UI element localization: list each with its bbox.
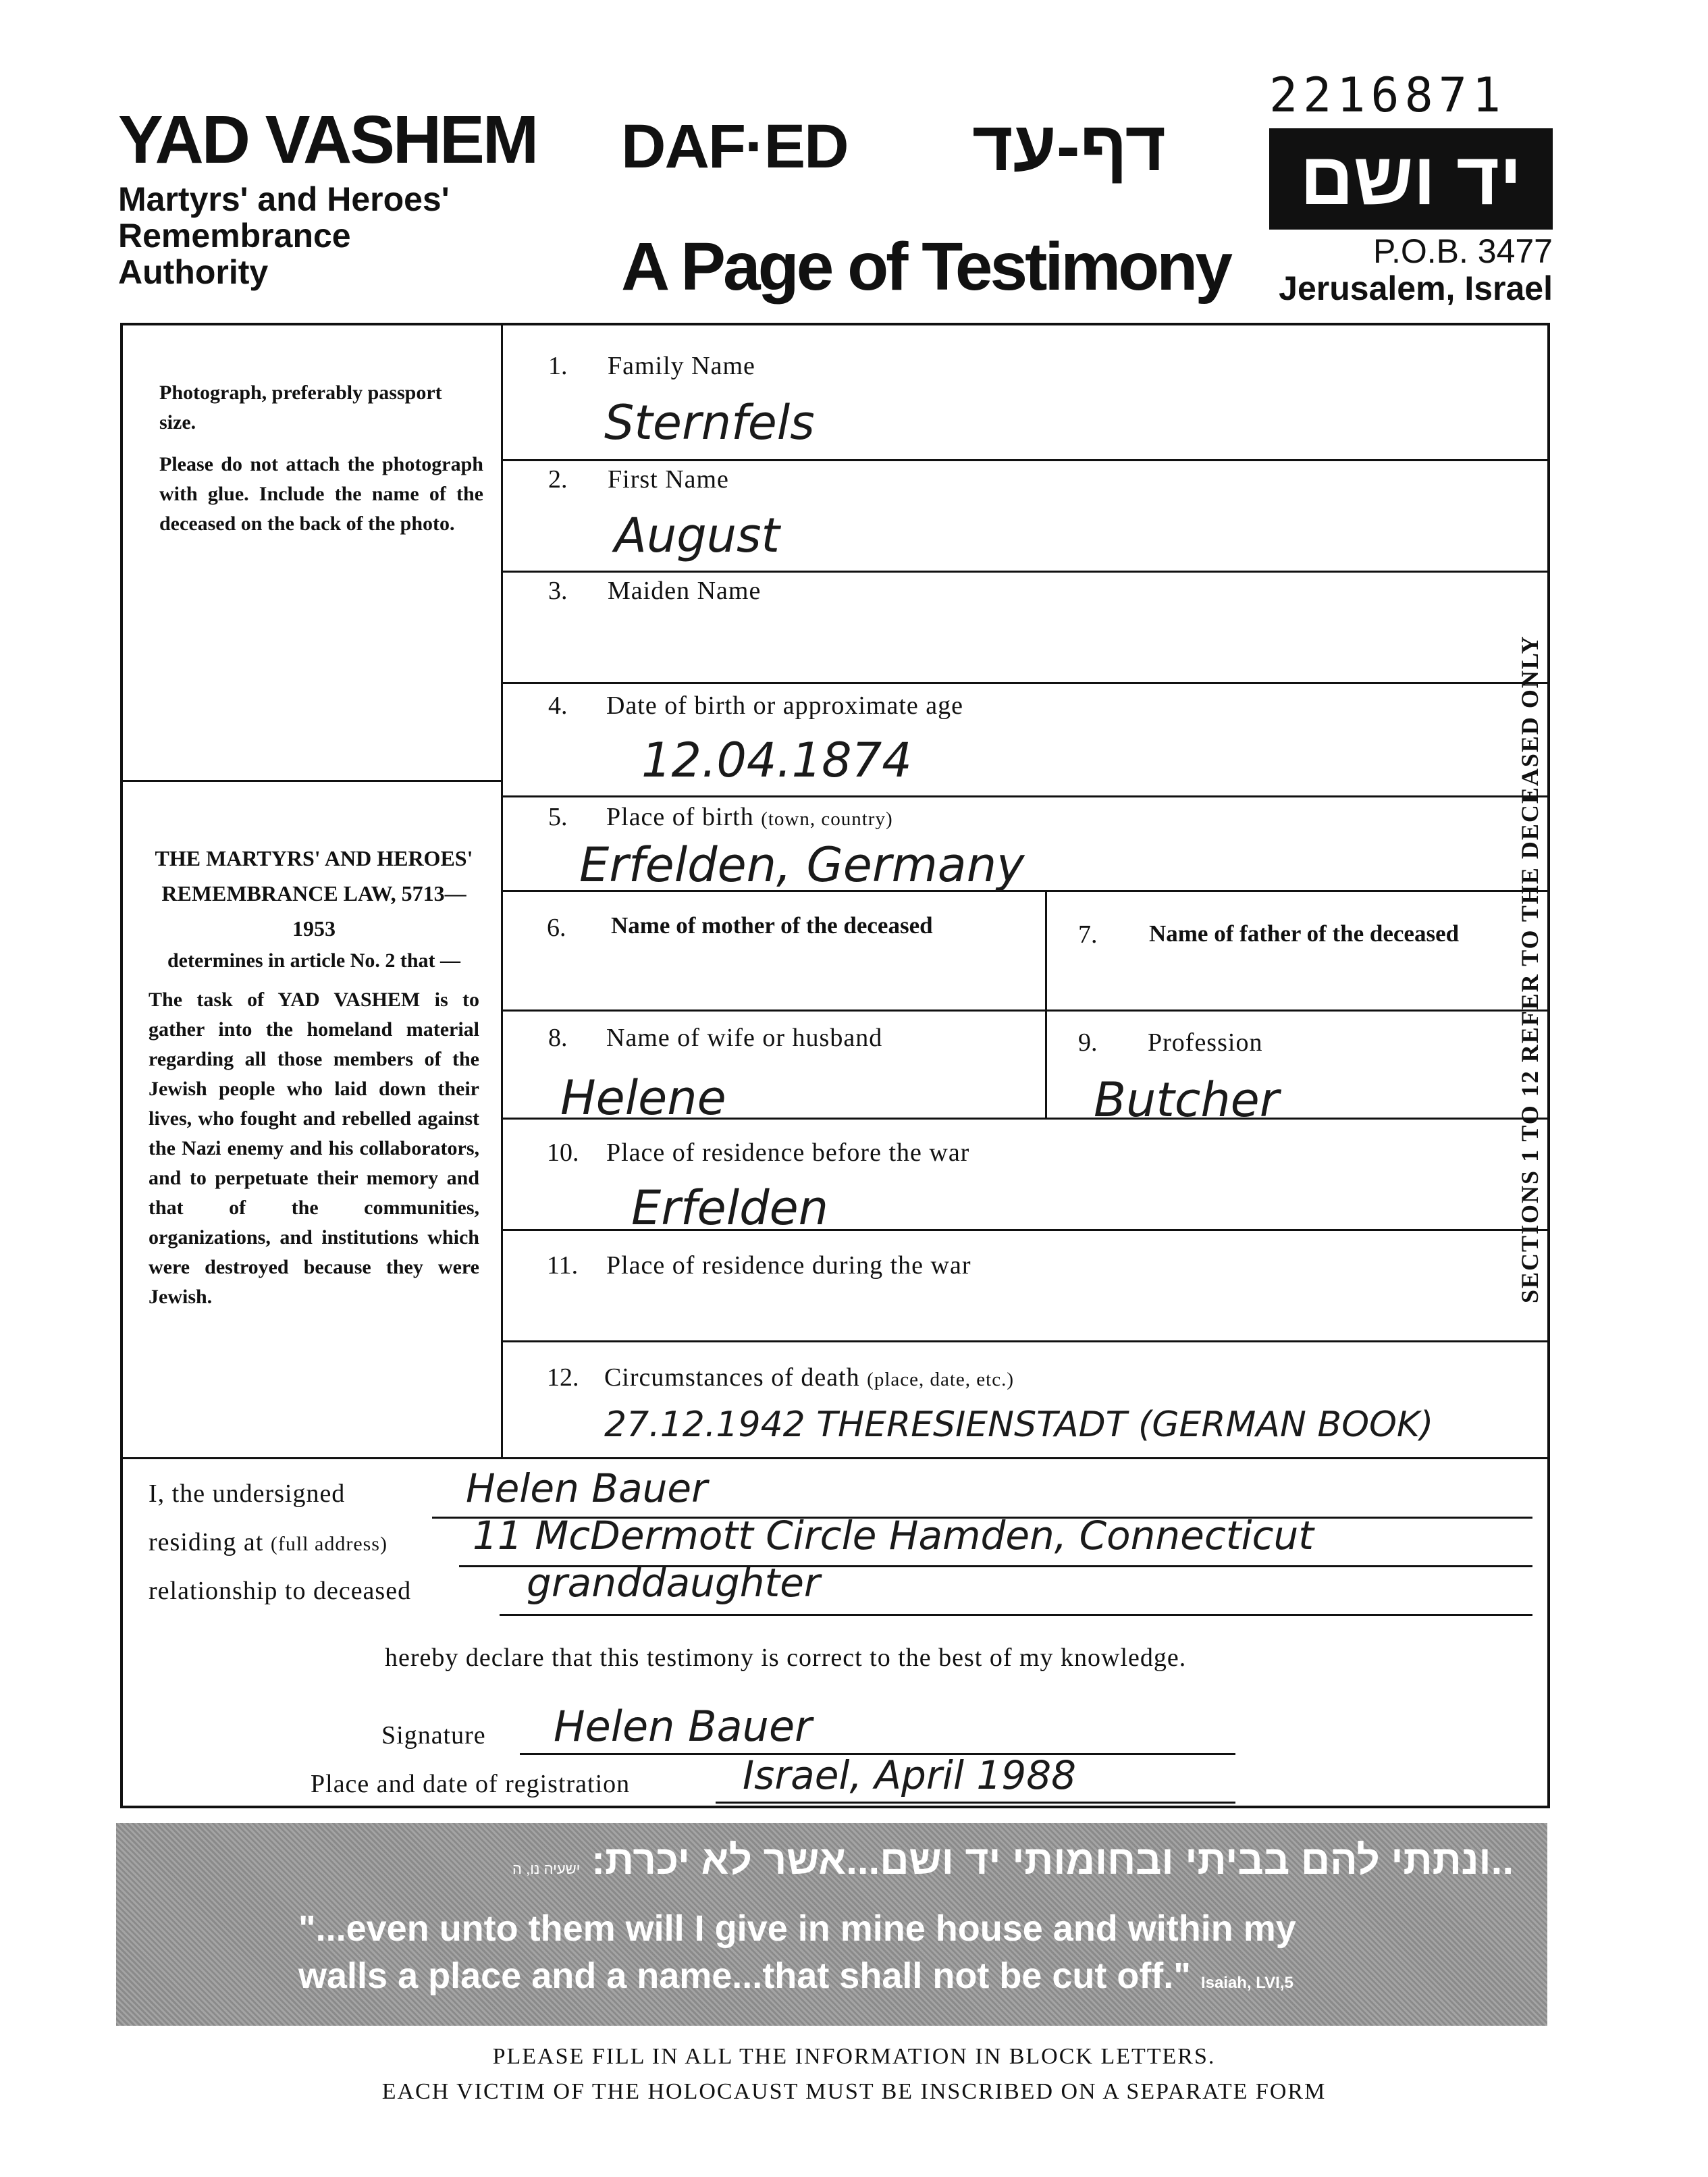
photo-instructions — [159, 378, 483, 539]
daf-ed-hebrew-title: דף-עד — [972, 107, 1167, 186]
split-line-6-7 — [1045, 890, 1047, 1009]
field-1-label: Family Name — [608, 352, 755, 380]
quote-english-line-1: "...even unto them will I give in mine house and within my — [298, 1908, 1296, 1949]
field-6-label: Name of mother of the deceased — [611, 912, 933, 939]
quote-english-reference: Isaiah, LVI,5 — [1200, 1974, 1293, 1992]
field-5-label — [606, 802, 893, 832]
field-10-value[interactable]: Erfelden — [631, 1180, 829, 1236]
form-number: 2216871 — [1269, 68, 1507, 123]
field-9-label: Profession — [1148, 1028, 1263, 1057]
law-block — [149, 841, 479, 1312]
row-line-4 — [503, 795, 1550, 797]
field-9-number: 9. — [1078, 1028, 1098, 1057]
signature-label: Signature — [381, 1721, 486, 1750]
quote-english-line-2 — [298, 1955, 1293, 1997]
registration-underline — [716, 1802, 1235, 1804]
law-article: determines in article No. 2 that — — [167, 949, 461, 972]
footer-line-1: PLEASE FILL IN ALL THE INFORMATION IN BLOCK LETTERS. — [492, 2044, 1216, 2069]
field-12-label — [604, 1363, 1014, 1392]
daf-ed-title: DAF·ED — [621, 112, 848, 181]
address-value[interactable]: 11 McDermott Circle Hamden, Connecticut — [473, 1513, 1314, 1558]
field-6-number: 6. — [547, 914, 566, 942]
field-4-label: Date of birth or approximate age — [606, 691, 963, 720]
side-note: SECTIONS 1 TO 12 REFER TO THE DECEASED ONLY — [1516, 635, 1543, 1303]
field-3-label: Maiden Name — [608, 577, 762, 605]
photo-instruction-2: Please do not attach the photograph with glue. Include the name of the deceased on the back of the photo. — [159, 453, 483, 535]
field-8-value[interactable]: Helene — [560, 1070, 726, 1126]
field-5-value[interactable]: Erfelden, Germany — [579, 837, 1025, 893]
law-title: THE MARTYRS' AND HEROES' REMEMBRANCE LAW, 5713—1953 — [155, 846, 473, 941]
field-5-label-text: Place of birth — [606, 803, 754, 831]
registration-value[interactable]: Israel, April 1988 — [743, 1752, 1076, 1798]
quote-hebrew-reference: ישעיה נו, ה — [512, 1860, 581, 1877]
relationship-label: relationship to deceased — [149, 1577, 412, 1605]
registration-label: Place and date of registration — [311, 1770, 631, 1798]
field-3-number: 3. — [548, 577, 568, 605]
field-7-number: 7. — [1078, 920, 1098, 949]
org-subtitle-line-3: Authority — [118, 253, 269, 291]
field-1-number: 1. — [548, 352, 568, 380]
field-9-value[interactable]: Butcher — [1094, 1072, 1279, 1128]
yad-vashem-logo: יד ושם — [1269, 128, 1553, 230]
signature-value[interactable]: Helen Bauer — [554, 1702, 812, 1751]
quote-hebrew-text: ..ונתתי להם בביתי ובחומותי יד ושם...אשר לא יכרת: — [591, 1837, 1514, 1883]
pob: P.O.B. 3477 — [1373, 232, 1553, 270]
row-line-1 — [503, 459, 1550, 461]
page-title: A Page of Testimony — [621, 229, 1230, 305]
city: Jerusalem, Israel — [1279, 269, 1553, 307]
field-4-number: 4. — [548, 691, 568, 720]
org-subtitle — [118, 181, 450, 290]
address-label-text: residing at — [149, 1528, 264, 1556]
row-line-2 — [503, 571, 1550, 573]
org-subtitle-line-2: Remembrance — [118, 217, 351, 255]
address-label — [149, 1527, 388, 1557]
field-1-value[interactable]: Sternfels — [604, 395, 815, 450]
field-2-label: First Name — [608, 465, 729, 494]
org-subtitle-line-1: Martyrs' and Heroes' — [118, 180, 450, 218]
field-8-label: Name of wife or husband — [606, 1024, 883, 1052]
photo-instruction-1: Photograph, preferably passport size. — [159, 382, 442, 434]
field-5-number: 5. — [548, 803, 568, 831]
declaration-statement: hereby declare that this testimony is correct to the best of my knowledge. — [385, 1644, 1187, 1672]
row-line-10 — [122, 1457, 1550, 1459]
undersigned-value[interactable]: Helen Bauer — [466, 1465, 708, 1511]
row-line-9 — [503, 1340, 1550, 1342]
split-line-8-9 — [1045, 1009, 1047, 1118]
relationship-value[interactable]: granddaughter — [527, 1560, 820, 1606]
footer — [0, 2039, 1708, 2109]
field-11-number: 11. — [547, 1251, 579, 1280]
law-body: The task of YAD VASHEM is to gather into the homeland material regarding all those members of the Jewish people who laid down their lives, who fought and rebelled against the Nazi enemy and his collaborators, and to perpetuate their memory and that of the communities, organizations, and institutions which were destroyed because they were Jewish. — [149, 989, 479, 1308]
quote-english-line-2-text: walls a place and a name...that shall not be cut off." — [298, 1956, 1191, 1996]
org-title: YAD VASHEM — [118, 102, 537, 178]
field-11-label: Place of residence during the war — [606, 1251, 971, 1280]
field-2-number: 2. — [548, 465, 568, 494]
row-line-3 — [503, 682, 1550, 684]
field-4-value[interactable]: 12.04.1874 — [641, 733, 912, 788]
relationship-underline — [500, 1614, 1532, 1616]
row-line-6 — [503, 1009, 1550, 1012]
field-8-number: 8. — [548, 1024, 568, 1052]
address-sublabel: (full address) — [270, 1533, 388, 1555]
field-12-sublabel: (place, date, etc.) — [867, 1369, 1015, 1390]
field-10-label: Place of residence before the war — [606, 1138, 970, 1167]
field-12-number: 12. — [547, 1363, 579, 1392]
field-7-label: Name of father of the deceased — [1149, 920, 1460, 947]
field-12-value[interactable]: 27.12.1942 THERESIENSTADT (GERMAN BOOK) — [604, 1405, 1434, 1445]
quote-banner — [116, 1823, 1547, 2026]
field-12-label-text: Circumstances of death — [604, 1363, 860, 1392]
field-2-value[interactable]: August — [614, 508, 780, 563]
field-10-number: 10. — [547, 1138, 579, 1167]
address-block — [1269, 233, 1553, 307]
quote-hebrew — [116, 1837, 1514, 1883]
field-5-sublabel: (town, country) — [761, 808, 893, 830]
footer-line-2: EACH VICTIM OF THE HOLOCAUST MUST BE INSCRIBED ON A SEPARATE FORM — [381, 2079, 1327, 2104]
undersigned-label: I, the undersigned — [149, 1479, 346, 1508]
left-column-divider — [122, 780, 502, 782]
